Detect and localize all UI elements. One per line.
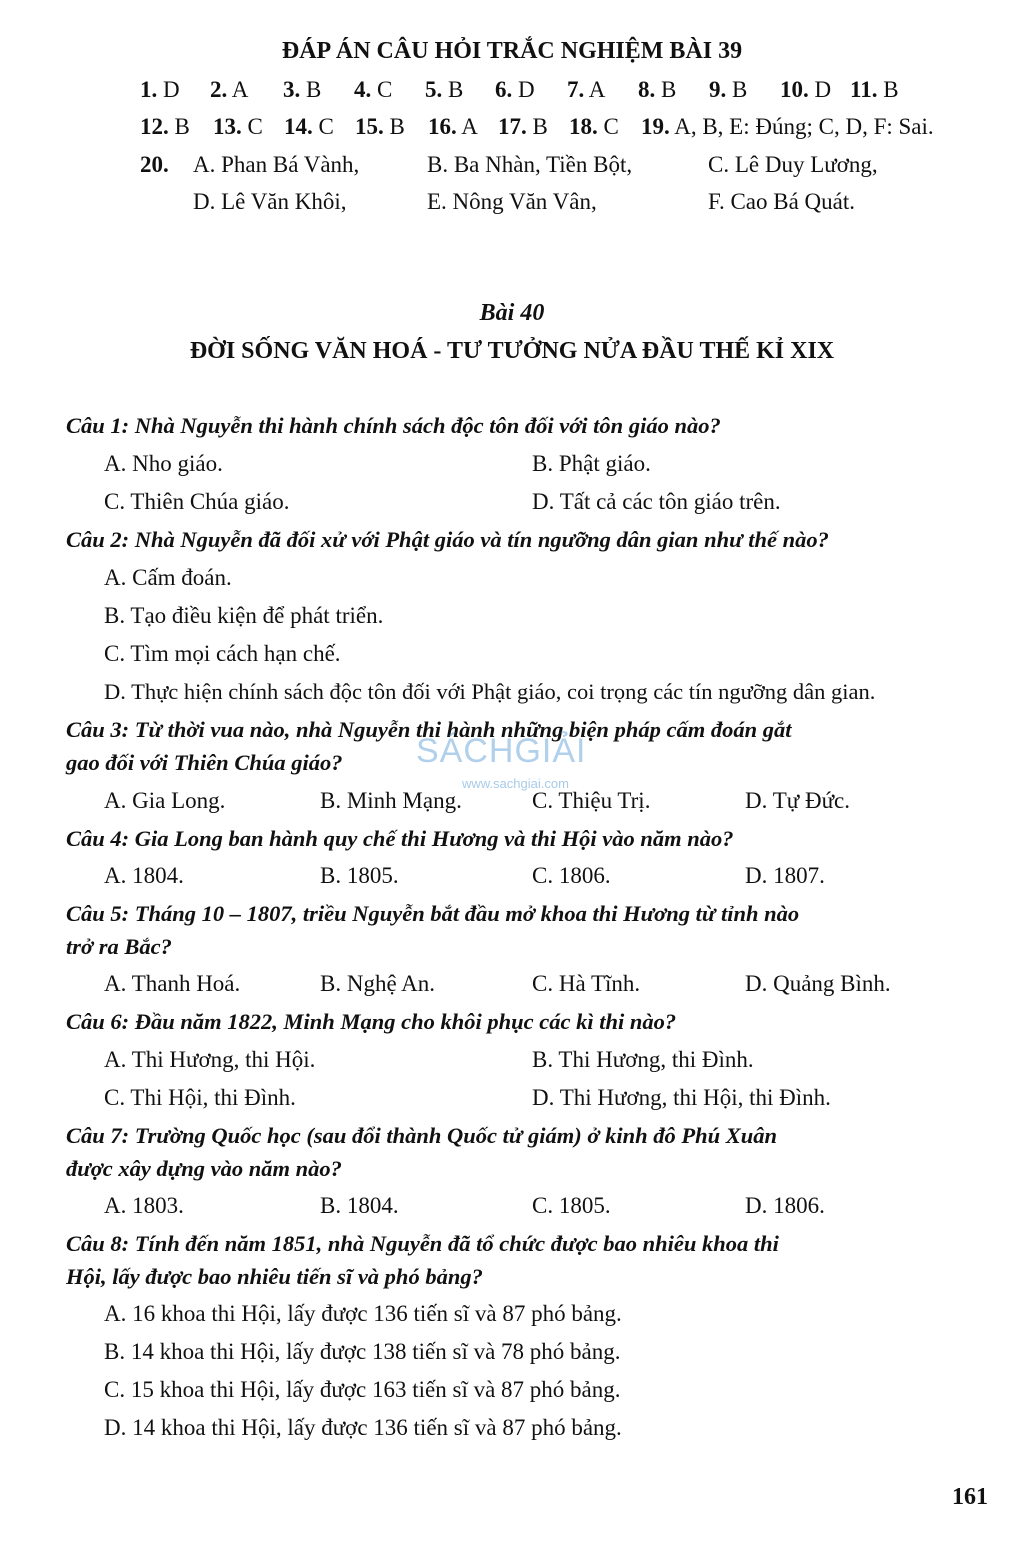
watermark-logo [410, 730, 620, 800]
watermark-url: www.sachgiai.com [462, 776, 569, 791]
question-6: Câu 6: Đầu năm 1822, Minh Mạng cho khôi phục các kì thi nào? [66, 1009, 677, 1034]
answer-item: 17. B [498, 114, 548, 139]
option: C. Thiên Chúa giáo. [104, 489, 290, 514]
answer-20-item: C. Lê Duy Lương, [708, 152, 878, 177]
option: B. 14 khoa thi Hội, lấy được 138 tiến sĩ và 78 phó bảng. [104, 1339, 621, 1364]
answer-item: 2. A [210, 77, 249, 102]
option: B. Nghệ An. [320, 971, 435, 996]
option: C. 1805. [532, 1193, 611, 1218]
option: C. Hà Tĩnh. [532, 971, 641, 996]
question-1: Câu 1: Nhà Nguyễn thi hành chính sách độc tôn đối với tôn giáo nào? [66, 413, 721, 438]
lesson-title: ĐỜI SỐNG VĂN HOÁ - TƯ TƯỞNG NỬA ĐẦU THẾ KỈ XIX [189, 338, 835, 364]
option: A. Nho giáo. [104, 451, 223, 476]
option: D. 14 khoa thi Hội, lấy được 136 tiến sĩ và 87 phó bảng. [104, 1415, 622, 1440]
option: B. Thi Hương, thi Đình. [532, 1047, 754, 1072]
option: A. 16 khoa thi Hội, lấy được 136 tiến sĩ và 87 phó bảng. [104, 1301, 622, 1326]
question-3-cont: gao đối với Thiên Chúa giáo? [66, 750, 343, 775]
option: A. Thi Hương, thi Hội. [104, 1047, 316, 1072]
option: A. Gia Long. [104, 788, 226, 813]
option: B. Phật giáo. [532, 451, 651, 476]
option: A. Cấm đoán. [104, 565, 232, 590]
question-5: Câu 5: Tháng 10 – 1807, triều Nguyễn bắt đầu mở khoa thi Hương từ tỉnh nào [66, 901, 800, 926]
option: A. Thanh Hoá. [104, 971, 241, 996]
answer-item: 16. A [428, 114, 478, 139]
question-4: Câu 4: Gia Long ban hành quy chế thi Hương và thi Hội vào năm nào? [66, 826, 734, 851]
lesson-number: Bài 40 [479, 300, 545, 326]
answer-item: 13. C [213, 114, 263, 139]
option: D. Tự Đức. [745, 788, 850, 813]
option: B. Tạo điều kiện để phát triển. [104, 603, 384, 628]
option: D. 1806. [745, 1193, 825, 1218]
option: D. Thực hiện chính sách độc tôn đối với Phật giáo, coi trọng các tín ngưỡng dân gian. [104, 679, 876, 704]
option: D. Quảng Bình. [745, 971, 891, 996]
answer-item: 5. B [425, 77, 464, 102]
answer-item: 15. B [355, 114, 405, 139]
answer-item: 1. D [140, 77, 180, 102]
option: D. Thi Hương, thi Hội, thi Đình. [532, 1085, 831, 1110]
answer-item: 18. C [569, 114, 619, 139]
answer-20-number: 20. [140, 152, 169, 177]
option: B. 1804. [320, 1193, 399, 1218]
question-7: Câu 7: Trường Quốc học (sau đổi thành Quốc tử giám) ở kinh đô Phú Xuân [66, 1123, 778, 1148]
answer-20-item: A. Phan Bá Vành, [193, 152, 360, 177]
answer-item: 3. B [283, 77, 322, 102]
question-5-cont: trở ra Bắc? [66, 934, 172, 959]
question-2: Câu 2: Nhà Nguyễn đã đối xử với Phật giáo và tín ngưỡng dân gian như thế nào? [66, 527, 829, 552]
answer-item: 10. D [780, 77, 832, 102]
watermark-text: SÁCHGIẢI [416, 732, 587, 770]
option: D. 1807. [745, 863, 825, 888]
page-number: 161 [952, 1484, 988, 1510]
question-3: Câu 3: Từ thời vua nào, nhà Nguyễn thi hành những biện pháp cấm đoán gắt [66, 717, 792, 742]
answer-item: 8. B [638, 77, 677, 102]
option: A. 1803. [104, 1193, 184, 1218]
option: D. Tất cả các tôn giáo trên. [532, 489, 781, 514]
option: C. Thi Hội, thi Đình. [104, 1085, 296, 1110]
question-8: Câu 8: Tính đến năm 1851, nhà Nguyễn đã tổ chức được bao nhiêu khoa thi [66, 1231, 779, 1256]
answer-item: 4. C [354, 77, 393, 102]
option: C. Thiệu Trị. [532, 788, 651, 813]
answer-item: 19. A, B, E: Đúng; C, D, F: Sai. [641, 114, 934, 139]
answer-item: 6. D [495, 77, 535, 102]
answer-item: 14. C [284, 114, 334, 139]
question-8-cont: Hội, lấy được bao nhiêu tiến sĩ và phó bảng? [66, 1264, 483, 1289]
answer-item: 9. B [709, 77, 748, 102]
answer-20-item: F. Cao Bá Quát. [708, 189, 856, 214]
question-7-cont: được xây dựng vào năm nào? [66, 1156, 342, 1181]
option: B. 1805. [320, 863, 399, 888]
answer-20-item: E. Nông Văn Vân, [427, 189, 597, 214]
answer-20-item: B. Ba Nhàn, Tiền Bột, [427, 152, 633, 177]
answer-item: 12. B [140, 114, 190, 139]
answer-20-item: D. Lê Văn Khôi, [193, 189, 347, 214]
option: C. Tìm mọi cách hạn chế. [104, 641, 341, 666]
answers-title: ĐÁP ÁN CÂU HỎI TRẮC NGHIỆM BÀI 39 [281, 38, 743, 64]
option: B. Minh Mạng. [320, 788, 462, 813]
option: C. 15 khoa thi Hội, lấy được 163 tiến sĩ và 87 phó bảng. [104, 1377, 621, 1402]
answer-item: 7. A [567, 77, 606, 102]
option: C. 1806. [532, 863, 611, 888]
answer-item: 11. B [850, 77, 899, 102]
option: A. 1804. [104, 863, 184, 888]
